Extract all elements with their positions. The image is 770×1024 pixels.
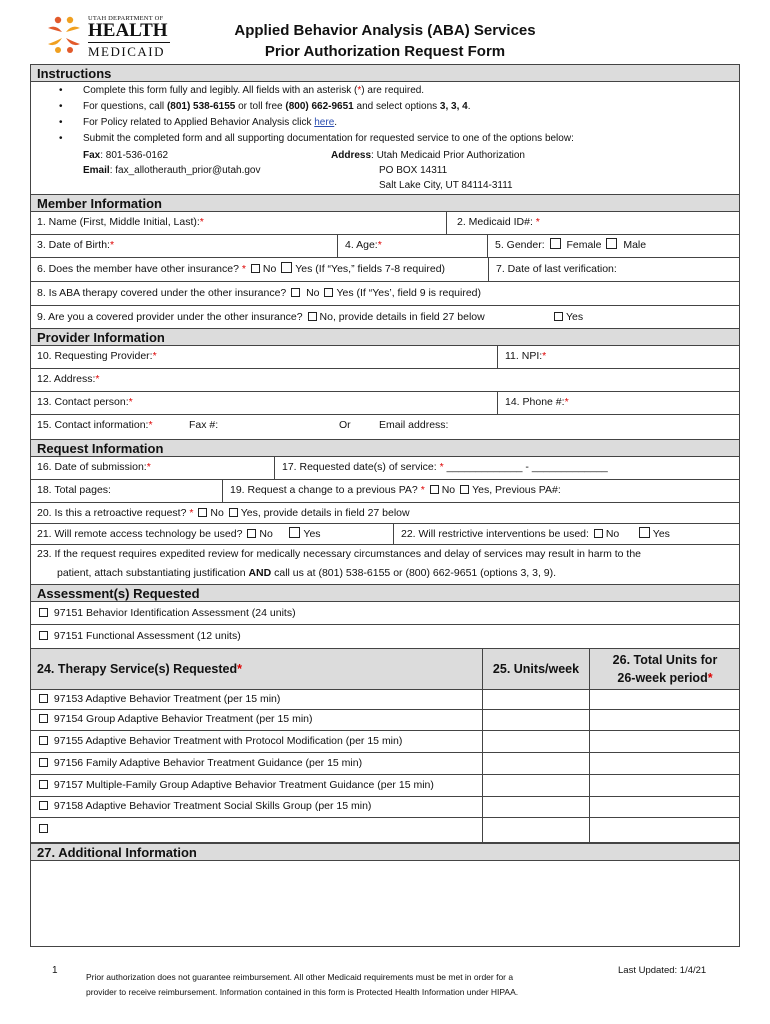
- form-title: [200, 20, 570, 62]
- member-row-2: [30, 235, 740, 258]
- therapy-service-item: [31, 731, 402, 752]
- therapy-row: [30, 731, 740, 753]
- f8-no-checkbox[interactable]: [291, 288, 300, 297]
- therapy-service-label: 97157 Multiple-Family Group Adaptive Behavior Treatment Guidance (per 15 min): [53, 779, 434, 791]
- units-per-week-field[interactable]: [483, 775, 589, 796]
- request-row-1: [30, 457, 740, 480]
- instruction-1: • Complete this form fully and legibly. All fields with an asterisk (*) are required.: [59, 85, 425, 96]
- request-row-2: [30, 480, 740, 503]
- therapy-col-services: 24. Therapy Service(s) Requested*: [37, 662, 242, 676]
- f6-yes-checkbox[interactable]: [281, 262, 292, 273]
- therapy-service-item: [31, 775, 434, 796]
- field-16-submission-date[interactable]: 16. Date of submission:*: [37, 461, 151, 473]
- field-21-remote-access: 21. Will remote access technology be used? No Yes: [37, 528, 321, 540]
- therapy-row: [30, 775, 740, 797]
- therapy-col-units-week: 25. Units/week: [492, 662, 580, 676]
- f20-yes-checkbox[interactable]: [229, 508, 238, 517]
- request-row-5: [30, 545, 740, 584]
- f9-no-checkbox[interactable]: [308, 312, 317, 321]
- total-units-field[interactable]: [590, 818, 740, 842]
- provider-row-2: [30, 369, 740, 392]
- f20-no-checkbox[interactable]: [198, 508, 207, 517]
- field-12-address[interactable]: 12. Address:*: [37, 373, 100, 385]
- provider-row-3: [30, 392, 740, 415]
- field-11-npi[interactable]: 11. NPI:*: [505, 350, 547, 362]
- member-row-5: [30, 306, 740, 328]
- email-line: Email: fax_allotherauth_prior@utah.gov: [83, 165, 261, 176]
- f21-yes-checkbox[interactable]: [289, 527, 300, 538]
- provider-heading: Provider Information: [30, 328, 740, 346]
- total-units-field[interactable]: [590, 690, 740, 709]
- units-per-week-field[interactable]: [483, 710, 589, 730]
- f9-yes-option: Yes: [546, 306, 583, 328]
- units-per-week-field[interactable]: [483, 818, 589, 842]
- instruction-2: • For questions, call (801) 538-6155 or toll free (800) 662-9651 and select options 3, 3, 4.: [59, 101, 471, 112]
- f8-yes-checkbox[interactable]: [324, 288, 333, 297]
- title-line1: Applied Behavior Analysis (ABA) Services: [234, 22, 536, 39]
- request-row-4: [30, 524, 740, 545]
- last-updated: Last Updated: 1/4/21: [618, 965, 707, 976]
- field-15-contact-info: 15. Contact information:*: [37, 419, 153, 431]
- field-4-age[interactable]: 4. Age:*: [345, 239, 382, 251]
- page-number: 1: [52, 965, 58, 976]
- request-heading: Request Information: [30, 439, 740, 457]
- therapy-service-item: [31, 753, 362, 774]
- logo-line1: UTAH DEPARTMENT OF: [88, 15, 164, 22]
- therapy-service-checkbox[interactable]: [39, 736, 48, 745]
- title-line2: Prior Authorization Request Form: [264, 43, 506, 60]
- address-line2: PO BOX 14311: [379, 165, 448, 176]
- f21-no-checkbox[interactable]: [247, 529, 256, 538]
- additional-heading: 27. Additional Information: [30, 843, 740, 861]
- therapy-service-item: [31, 797, 371, 817]
- field-20-retroactive: 20. Is this a retroactive request? * No Yes, provide details in field 27 below: [37, 507, 410, 519]
- member-row-3: [30, 258, 740, 282]
- field-19-change-previous-pa: 19. Request a change to a previous PA? * No Yes, Previous PA#:: [230, 484, 561, 496]
- therapy-service-label: 97154 Group Adaptive Behavior Treatment (per 15 min): [53, 713, 313, 725]
- total-units-field[interactable]: [590, 797, 740, 817]
- field-13-contact-person[interactable]: 13. Contact person:*: [37, 396, 133, 408]
- f6-no-checkbox[interactable]: [251, 264, 260, 273]
- therapy-service-item: [31, 710, 312, 730]
- total-units-field[interactable]: [590, 710, 740, 730]
- field-6-other-insurance: 6. Does the member have other insurance? * No Yes (If “Yes,” fields 7-8 required): [37, 263, 446, 275]
- member-row-4: [30, 282, 740, 306]
- address-line1: Address: Utah Medicaid Prior Authorization: [331, 150, 525, 161]
- logo-line2: HEALTH: [88, 20, 168, 41]
- field-18-total-pages[interactable]: 18. Total pages:: [37, 484, 111, 496]
- field-7-verification-date[interactable]: 7. Date of last verification:: [496, 263, 617, 275]
- assessment-2-checkbox[interactable]: [39, 631, 48, 640]
- field-8-aba-covered: 8. Is ABA therapy covered under the other insurance? No Yes (If “Yes’, field 9 is required): [37, 287, 481, 299]
- therapy-service-label: 97155 Adaptive Behavior Treatment with Protocol Modification (per 15 min): [53, 735, 403, 747]
- member-heading: Member Information: [30, 194, 740, 212]
- utah-health-medicaid-logo: [44, 12, 179, 60]
- female-checkbox[interactable]: [550, 238, 561, 249]
- instruction-4: • Submit the completed form and all supporting documentation for requested service to one of the options below:: [59, 133, 574, 144]
- field-5-gender: 5. Gender: Female Male: [495, 239, 647, 251]
- policy-link[interactable]: here: [314, 117, 335, 128]
- therapy-row: [30, 710, 740, 731]
- total-units-field[interactable]: [590, 775, 740, 796]
- therapy-service-label: 97156 Family Adaptive Behavior Treatment Guidance (per 15 min): [53, 757, 363, 769]
- additional-info-field[interactable]: [30, 861, 740, 947]
- assessment-row-1: [30, 602, 740, 625]
- assessment-1-checkbox[interactable]: [39, 608, 48, 617]
- therapy-service-checkbox[interactable]: [39, 824, 48, 833]
- logo-line3: MEDICAID: [88, 44, 165, 59]
- member-row-1: [30, 212, 740, 235]
- therapy-service-checkbox[interactable]: [39, 758, 48, 767]
- assessments-heading: Assessment(s) Requested: [30, 584, 740, 602]
- provider-row-4: [30, 415, 740, 439]
- f22-yes-checkbox[interactable]: [639, 527, 650, 538]
- therapy-row: [30, 797, 740, 818]
- therapy-row: [30, 690, 740, 710]
- f19-yes-checkbox[interactable]: [460, 485, 469, 494]
- male-checkbox[interactable]: [606, 238, 617, 249]
- therapy-service-checkbox[interactable]: [39, 801, 48, 810]
- field-1-name[interactable]: 1. Name (First, Middle Initial, Last):*: [37, 216, 204, 228]
- logo-rule: [88, 42, 170, 43]
- therapy-service-item: [31, 818, 51, 842]
- therapy-service-checkbox[interactable]: [39, 694, 48, 703]
- assessment-97151-identification: 97151 Behavior Identification Assessment (24 units): [31, 602, 296, 624]
- instructions-heading: Instructions: [30, 64, 740, 82]
- logo-figures-icon: [44, 14, 84, 54]
- provider-row-1: [30, 346, 740, 369]
- therapy-col-total-units: 26. Total Units for 26-week period*: [612, 653, 718, 685]
- assessment-97151-functional: 97151 Functional Assessment (12 units): [31, 625, 241, 648]
- field-10-requesting-provider[interactable]: 10. Requesting Provider:*: [37, 350, 157, 362]
- therapy-header-row: [30, 648, 740, 690]
- total-units-field[interactable]: [590, 753, 740, 774]
- fax-line: Fax: 801-536-0162: [83, 150, 169, 161]
- fax-number-field[interactable]: Fax #:: [189, 419, 219, 431]
- field-9-covered-provider: 9. Are you a covered provider under the other insurance? No, provide details in field 27 below: [37, 311, 485, 323]
- total-units-field[interactable]: [590, 731, 740, 752]
- therapy-service-checkbox[interactable]: [39, 780, 48, 789]
- or-label: Or: [339, 419, 351, 431]
- instruction-3: • For Policy related to Applied Behavior Analysis click here.: [59, 117, 338, 128]
- units-per-week-field[interactable]: [483, 690, 589, 709]
- address-line3: Salt Lake City, UT 84114-3111: [379, 180, 513, 191]
- therapy-service-label: 97158 Adaptive Behavior Treatment Social Skills Group (per 15 min): [53, 800, 372, 812]
- f9-yes-checkbox[interactable]: [554, 312, 563, 321]
- units-per-week-field[interactable]: [483, 753, 589, 774]
- assessment-row-2: [30, 625, 740, 648]
- f19-no-checkbox[interactable]: [430, 485, 439, 494]
- therapy-service-label: 97153 Adaptive Behavior Treatment (per 15 min): [53, 693, 281, 705]
- instructions-body: [30, 82, 740, 194]
- therapy-service-item: [31, 690, 280, 709]
- email-address-field[interactable]: Email address:: [379, 419, 449, 431]
- request-row-3: [30, 503, 740, 524]
- field-14-phone[interactable]: 14. Phone #:*: [505, 396, 569, 408]
- field-3-dob[interactable]: 3. Date of Birth:*: [37, 239, 115, 251]
- field-17-service-dates[interactable]: 17. Requested date(s) of service: * _____________ - _____________: [282, 461, 608, 473]
- therapy-row: [30, 818, 740, 843]
- therapy-service-checkbox[interactable]: [39, 714, 48, 723]
- f22-no-checkbox[interactable]: [594, 529, 603, 538]
- units-per-week-field[interactable]: [483, 731, 589, 752]
- footer-note: Prior authorization does not guarantee reimbursement. All other Medicaid requirements must be met in order for a provider to receive reimbursement. Information contained in this form is Protected Health Information under HIPAA.: [86, 972, 519, 997]
- units-per-week-field[interactable]: [483, 797, 589, 817]
- field-2-medicaid-id[interactable]: 2. Medicaid ID#: *: [457, 216, 540, 228]
- therapy-row: [30, 753, 740, 775]
- field-22-restrictive-interventions: 22. Will restrictive interventions be used: No Yes: [401, 528, 670, 540]
- field-23-expedited-review: 23. If the request requires expedited review for medically necessary circumstances and delay of services may result in harm to the patient, attach substantiating justification AND call us at (801) 538-6155 or (800) 662-9651 (options 3, 3, 9).: [37, 548, 642, 579]
